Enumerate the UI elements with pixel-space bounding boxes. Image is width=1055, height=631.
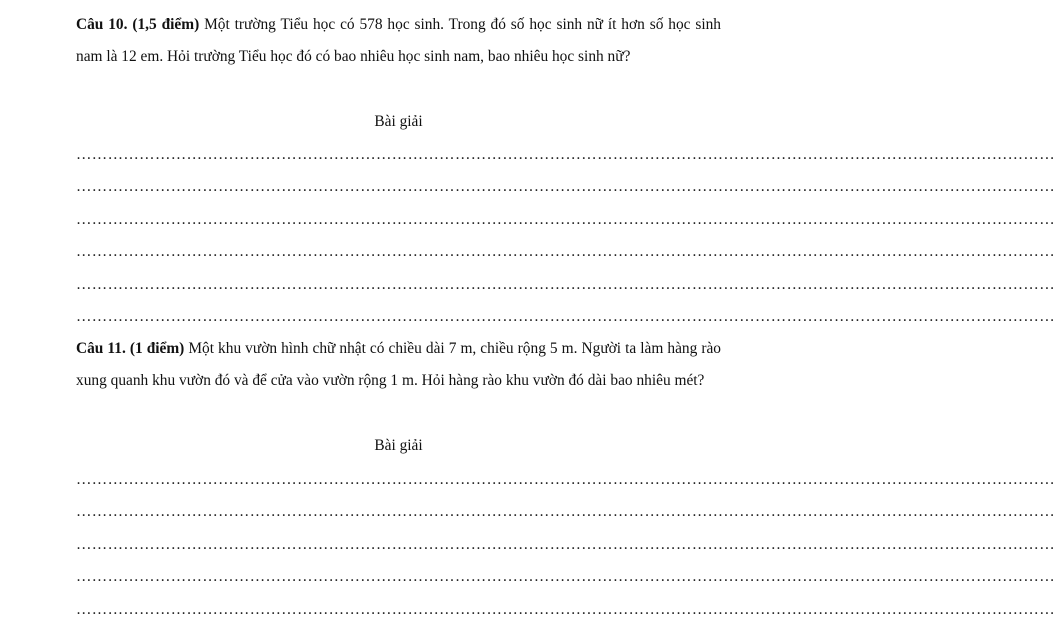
- question-10-label: Câu 10. (1,5 điểm): [76, 16, 200, 33]
- question-11-label: Câu 11. (1 điểm): [76, 340, 185, 357]
- answer-line: ……………………………………………………………………………………………………………………………………………………………………: [76, 146, 1055, 163]
- answer-line: ……………………………………………………………………………………………………………………………………………………………………: [76, 536, 1055, 553]
- answer-line: ……………………………………………………………………………………………………………………………………………………………………: [76, 601, 1055, 618]
- question-10: [76, 9, 721, 72]
- question-10-solution-heading: Bài giải: [374, 113, 423, 130]
- answer-line: ……………………………………………………………………………………………………………………………………………………………………: [76, 243, 1055, 260]
- answer-line: ……………………………………………………………………………………………………………………………………………………………………: [76, 308, 1055, 325]
- question-10-text: Một trường Tiểu học có 578 học sinh. Trong đó số học sinh nữ ít hơn số học sinh nam là 12 em. Hỏi trường Tiểu học đó có bao nhiêu học sinh nam, bao nhiêu học sinh nữ?: [76, 16, 721, 65]
- question-11-solution-heading: Bài giải: [374, 437, 423, 454]
- answer-line: ……………………………………………………………………………………………………………………………………………………………………: [76, 211, 1055, 228]
- answer-line: ……………………………………………………………………………………………………………………………………………………………………: [76, 503, 1055, 520]
- answer-line: ……………………………………………………………………………………………………………………………………………………………………: [76, 568, 1055, 585]
- answer-line: ……………………………………………………………………………………………………………………………………………………………………: [76, 471, 1055, 488]
- question-11-text: Một khu vườn hình chữ nhật có chiều dài 7 m, chiều rộng 5 m. Người ta làm hàng rào xung quanh khu vườn đó và để cửa vào vườn rộng 1 m. Hỏi hàng rào khu vườn đó dài bao nhiêu mét?: [76, 340, 721, 389]
- answer-line: ……………………………………………………………………………………………………………………………………………………………………: [76, 178, 1055, 195]
- question-11: [76, 333, 721, 396]
- answer-line: ……………………………………………………………………………………………………………………………………………………………………: [76, 276, 1055, 293]
